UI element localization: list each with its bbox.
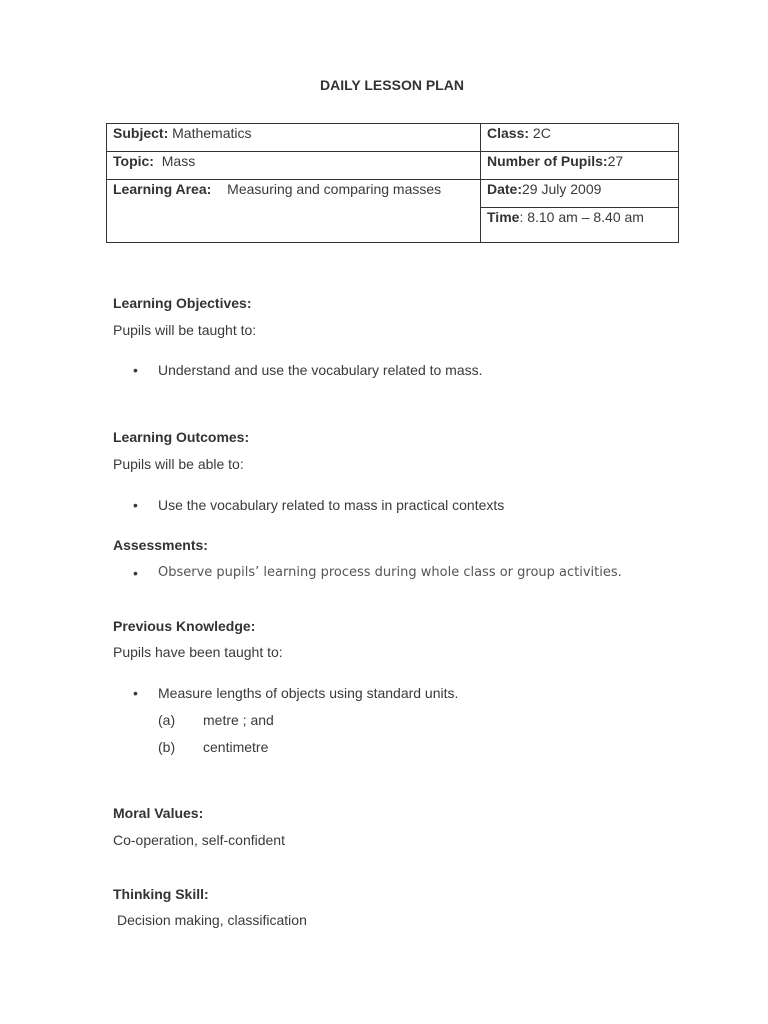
bullet-icon: •: [133, 565, 138, 581]
sub-item-marker: (b): [158, 739, 176, 755]
topic-cell: [107, 152, 481, 180]
sub-list-item: [158, 712, 274, 728]
date-value: 29 July 2009: [522, 181, 602, 197]
moral-values-text: Co-operation, self-confident: [113, 832, 285, 848]
moral-values-heading: Moral Values:: [113, 805, 204, 821]
bullet-icon: •: [133, 362, 138, 378]
sub-item-text: centimetre: [203, 739, 269, 755]
learning-area-label: Learning Area:: [113, 181, 212, 197]
sub-item-marker: (a): [158, 712, 176, 728]
class-cell: [481, 124, 679, 152]
table-row: [107, 152, 679, 180]
date-cell: [481, 180, 679, 208]
lesson-info-table: [106, 123, 679, 243]
previous-knowledge-heading: Previous Knowledge:: [113, 618, 256, 634]
learning-objectives-heading: Learning Objectives:: [113, 295, 252, 311]
class-value: 2C: [532, 125, 551, 141]
pupils-value: 27: [607, 153, 624, 169]
learning-outcomes-heading: Learning Outcomes:: [113, 429, 250, 445]
date-label: Date:: [487, 181, 523, 197]
previous-knowledge-intro: Pupils have been taught to:: [113, 644, 283, 660]
subject-value: Mathematics: [172, 125, 252, 141]
pupils-label: Number of Pupils:: [487, 153, 608, 169]
time-label: Time: [487, 209, 520, 225]
time-value: : 8.10 am – 8.40 am: [519, 209, 644, 225]
topic-label: Topic:: [113, 153, 154, 169]
bullet-text: Observe pupils’ learning process during whole class or group activities.: [158, 565, 622, 580]
topic-value: Mass: [161, 153, 196, 169]
learning-outcomes-intro: Pupils will be able to:: [113, 456, 244, 472]
subject-label: Subject:: [113, 125, 169, 141]
subject-cell: [107, 124, 481, 152]
time-cell: [481, 208, 679, 243]
bullet-text: Use the vocabulary related to mass in practical contexts: [158, 497, 505, 513]
learning-objectives-intro: Pupils will be taught to:: [113, 322, 257, 338]
sub-item-text: metre ; and: [203, 712, 274, 728]
learning-area-cell: [107, 180, 481, 243]
page-title: DAILY LESSON PLAN: [320, 77, 464, 93]
sub-list-item: [158, 739, 268, 755]
bullet-text: Understand and use the vocabulary related to mass.: [158, 362, 483, 378]
bullet-icon: •: [133, 497, 138, 513]
thinking-skill-text: Decision making, classification: [117, 912, 307, 928]
bullet-icon: •: [133, 685, 138, 701]
bullet-text: Measure lengths of objects using standard units.: [158, 685, 459, 701]
pupils-cell: [481, 152, 679, 180]
learning-area-value: Measuring and comparing masses: [227, 181, 442, 197]
thinking-skill-heading: Thinking Skill:: [113, 886, 209, 902]
table-row: [107, 124, 679, 152]
class-label: Class:: [487, 125, 530, 141]
assessments-heading: Assessments:: [113, 537, 208, 553]
table-row: [107, 180, 679, 208]
